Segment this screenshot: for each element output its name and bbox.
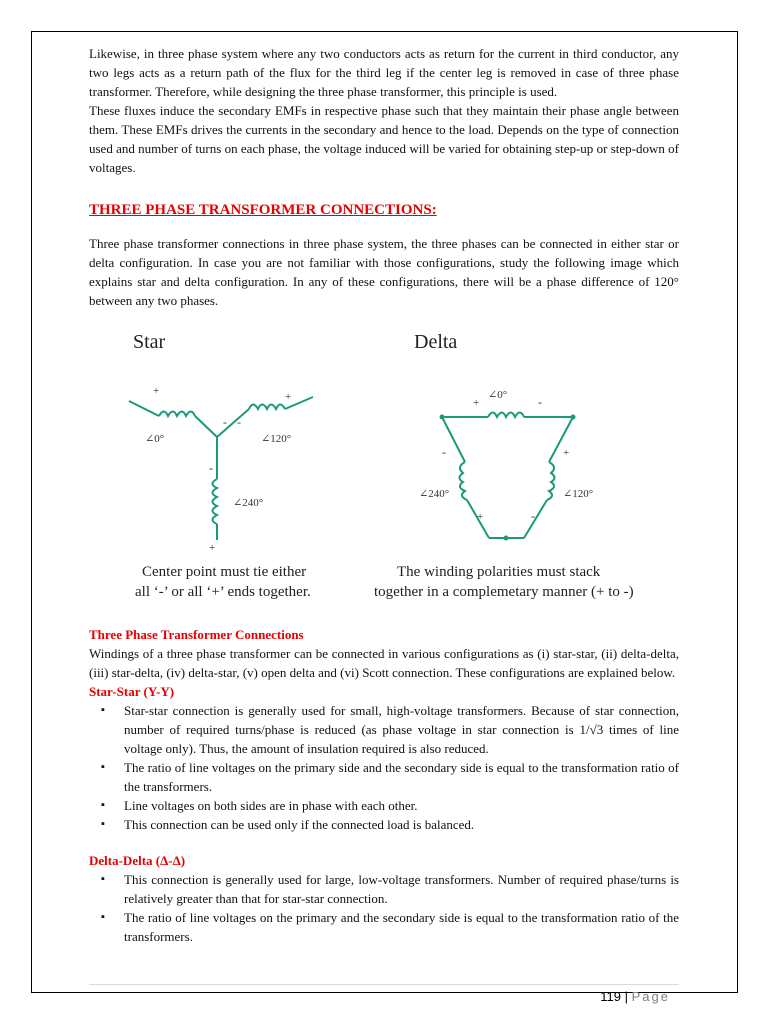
delta-wires [442, 413, 573, 539]
star-angle-a: ∠0° [145, 433, 165, 445]
delta-plus-right: + [563, 447, 570, 459]
star-lead-b2 [217, 409, 249, 437]
star-plus-b: + [285, 391, 292, 403]
delta-coil-top [488, 413, 524, 418]
footer-divider [89, 984, 679, 985]
delta-node-bottom [504, 536, 509, 541]
delta-delta-list [89, 870, 679, 946]
star-coil-b [249, 405, 285, 410]
star-coil-a [159, 412, 195, 417]
paragraph-flux-return: Likewise, in three phase system where any two conductors acts as return for the current in third conductor, any two legs acts as a return path of the flux for the third leg if the center leg is removed in case of three phase transformer. Therefore, while designing the three phase transformer, this principle is used. [89, 46, 679, 99]
delta-coil-left [460, 462, 468, 500]
star-wires [129, 397, 313, 540]
delta-plus-bottom: + [477, 511, 484, 523]
star-star-title: Star-Star (Y-Y) [89, 684, 175, 699]
page-content [89, 44, 679, 946]
star-plus-a: + [153, 385, 160, 397]
star-caption-line2: all ‘-’ or all ‘+’ ends together. [135, 584, 311, 600]
page-number: 119 [600, 989, 621, 1004]
star-angle-b: ∠120° [261, 433, 292, 445]
delta-caption-line1: The winding polarities must stack [397, 564, 601, 580]
paragraph-secondary-emf: These fluxes induce the secondary EMFs in respective phase such that they maintain their phase angle between them. These EMFs drives the currents in the secondary and hence to the load. Depends on the type of connection used and number of turns on each phase, the voltage induced will be varied for obtaining step-up or step-down of voltages. [89, 103, 679, 175]
connections-intro: Windings of a three phase transformer can be connected in various configurations as (i) star-star, (ii) delta-delta, (iii) star-delta, (iv) delta-star, (v) open delta and (vi) Scott connection. These configurations are explained below. [89, 646, 679, 680]
delta-right-upper [549, 417, 573, 462]
list-item: ▪ Line voltages on both sides are in phase with each other. [124, 796, 679, 815]
delta-minus-top: - [538, 395, 542, 409]
delta-angle-a: ∠0° [488, 389, 508, 401]
delta-coil-right [547, 462, 555, 500]
star-lead-a2 [195, 416, 217, 437]
delta-angle-b: ∠240° [419, 488, 450, 500]
star-lead-a [129, 401, 159, 416]
delta-plus-top: + [473, 397, 480, 409]
delta-minus-left: - [442, 445, 446, 459]
page-label: Page [631, 989, 670, 1004]
page-footer [600, 989, 670, 1004]
delta-right-lower [524, 500, 547, 538]
delta-node-left [440, 415, 445, 420]
star-delta-figure [89, 322, 679, 607]
list-item: ▪ Star-star connection is generally used for small, high-voltage transformers. Because of star connection, number of required turns/phase is reduced (as phase voltage in star connection is 1/√3 times of line voltage only). Thus, the amount of insulation required is also reduced. [124, 701, 679, 758]
delta-minus-bottom: - [531, 509, 535, 523]
paragraph-connections-intro: Three phase transformer connections in three phase system, the three phases can be connected in either star or delta configuration. In case you are not familiar with those configurations, study the following image which explains star and delta configuration. In any of these configurations, there will be a phase difference of 120° between any two phases. [89, 236, 679, 308]
star-delta-diagram [85, 322, 685, 607]
star-coil-c [213, 479, 218, 524]
star-title: Star [133, 331, 166, 353]
star-minus-b: - [237, 415, 241, 429]
star-minus-c: - [209, 461, 213, 475]
list-item: ▪ The ratio of line voltages on the primary and the secondary side is equal to the transformation ratio of the transformers. [124, 908, 679, 946]
delta-delta-title: Delta-Delta (Δ-Δ) [89, 853, 186, 868]
delta-caption-line2: together in a complemetary manner (+ to -) [374, 584, 634, 600]
star-minus-a: - [223, 415, 227, 429]
page-separator: | [624, 989, 628, 1004]
section-heading: THREE PHASE TRANSFORMER CONNECTIONS: [89, 202, 437, 218]
star-angle-c: ∠240° [233, 497, 264, 509]
star-caption-line1: Center point must tie either [142, 564, 307, 580]
delta-angle-c: ∠120° [563, 488, 594, 500]
list-item: ▪ The ratio of line voltages on the primary side and the secondary side is equal to the transformation ratio of the transformers. [124, 758, 679, 796]
list-item: ▪ This connection is generally used for large, low-voltage transformers. Number of required phase/turns is relatively greater than that for star-star connection. [124, 870, 679, 908]
star-star-list [89, 701, 679, 834]
list-item: ▪ This connection can be used only if the connected load is balanced. [124, 815, 679, 834]
delta-title: Delta [414, 331, 458, 353]
delta-node-right [571, 415, 576, 420]
star-plus-c: + [209, 542, 216, 554]
connections-title: Three Phase Transformer Connections [89, 627, 304, 642]
